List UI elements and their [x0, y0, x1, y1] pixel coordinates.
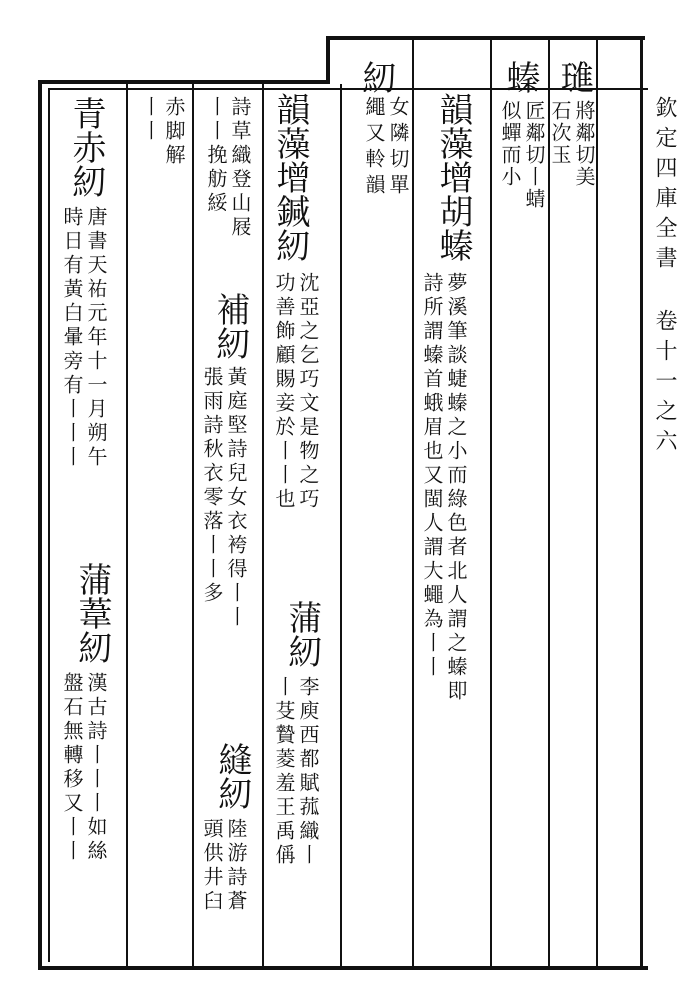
divider: [126, 84, 128, 966]
annotation-pair-2: [272, 676, 320, 868]
headword-2: 蒲紉: [282, 600, 322, 668]
headword: 螓: [500, 60, 540, 96]
divider: [192, 84, 194, 966]
headword: 紉: [356, 60, 396, 96]
headword-2: 縫紉: [212, 742, 252, 810]
annotation-pair: [352, 96, 410, 200]
annotation-left: 丨丨挽舫綏: [204, 96, 228, 216]
annotation-left: 似蟬而小: [498, 100, 522, 188]
annotation-left: 功善飾顧賜妾於丨丨也: [272, 272, 296, 512]
annotation-right: 黃庭堅詩兒女衣袴得丨丨: [224, 366, 248, 630]
entry-column-3: [418, 92, 488, 262]
headword: 璡: [554, 60, 594, 96]
annotation-pair: [548, 100, 596, 188]
annotation-pair: [272, 272, 320, 512]
annotation-pair: [60, 206, 108, 470]
frame-left-inner: [48, 88, 50, 962]
divider: [490, 40, 492, 966]
annotation-pair-2: [200, 818, 248, 914]
annotation-right: 唐書天祐元年十一月朔午: [84, 206, 108, 470]
entry-column-5: [268, 92, 338, 262]
annotation-right: 女隣切單: [386, 96, 410, 200]
headword-2: 蒲葦紉: [72, 562, 112, 664]
divider: [412, 40, 414, 966]
annotation-left: 頭供井臼: [200, 818, 224, 914]
frame-left: [38, 80, 42, 970]
frame-right: [640, 36, 643, 970]
annotation-left: 石次玉: [548, 100, 572, 166]
annotation-pair: [138, 96, 186, 168]
entry-column-1: [548, 60, 596, 188]
annotation-left: 時日有黃白暈旁有丨丨丨: [60, 206, 84, 470]
divider: [340, 84, 342, 966]
entry-column-4: [346, 60, 410, 200]
annotation-pair-2: [60, 672, 108, 864]
divider: [262, 84, 264, 966]
annotation-right: 詩草織登山屐: [228, 96, 252, 240]
annotation-left: 丨丨: [138, 96, 162, 144]
annotation-left: 繩又軨韻: [362, 96, 386, 200]
annotation-pair: [420, 272, 468, 704]
side-label-text: 欽定四庫全書 卷十一之六: [652, 96, 677, 459]
side-label: [646, 96, 682, 459]
annotation-pair-top: [204, 96, 252, 240]
annotation-right: 匠鄰切丨蜻: [522, 100, 546, 210]
annotation-right: 赤脚解: [162, 96, 186, 168]
divider: [596, 40, 598, 966]
annotation-right: 沈亞之乞巧文是物之巧: [296, 272, 320, 512]
frame-bottom: [38, 966, 648, 970]
annotation-pair: [200, 366, 248, 630]
entry-column-2: [494, 60, 546, 210]
annotation-left: 張雨詩秋衣零落丨丨多: [200, 366, 224, 606]
headword: 韻藻增胡螓: [433, 92, 473, 262]
annotation-right: 將鄰切美: [572, 100, 596, 188]
headword: 補紉: [210, 292, 250, 360]
top-border-step: [326, 36, 330, 82]
annotation-pair: [494, 100, 546, 210]
headword: 韻藻增鍼紉: [270, 92, 310, 262]
annotation-right: 夢溪筆談蜨螓之小而綠色者北人謂之螓即: [444, 272, 468, 704]
annotation-left: 盤石無轉移又丨丨: [60, 672, 84, 864]
top-border-left: [38, 80, 330, 84]
annotation-left: 丨芟贄菱羞王禹偁: [272, 676, 296, 868]
headword: 青赤紉: [66, 96, 106, 198]
annotation-left: 詩所謂螓首蛾眉也又閩人謂大蠅為丨丨: [420, 272, 444, 680]
annotation-right: 李庾西都賦菰織丨: [296, 676, 320, 868]
annotation-right: 漢古詩丨丨丨如絲: [84, 672, 108, 864]
annotation-right: 陸游詩蒼: [224, 818, 248, 914]
